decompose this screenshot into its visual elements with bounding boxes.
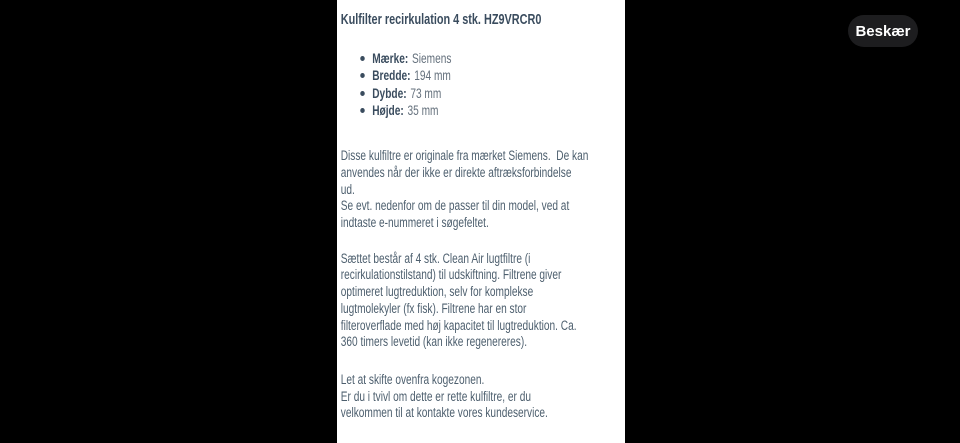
- bullet-icon: [360, 108, 365, 113]
- spec-value: 35 mm: [407, 103, 439, 119]
- paragraph-line: filteroverflade med høj kapacitet til lugtreduktion. Ca.: [340, 317, 577, 333]
- spec-value: Siemens: [412, 51, 452, 67]
- description-paragraph: [341, 148, 625, 232]
- spec-value: 194 mm: [414, 68, 451, 84]
- paragraph-line: Er du i tvivl om dette er rette kulfiltre, er du: [340, 388, 531, 404]
- paragraph-line: Let at skifte ovenfra kogezonen.: [340, 371, 485, 387]
- paragraph-line: 360 timers levetid (kan ikke regenereres).: [340, 334, 528, 350]
- paragraph-line: Sættet består af 4 stk. Clean Air lugtfiltre (i: [340, 250, 531, 266]
- spec-label: Bredde:: [372, 68, 411, 84]
- spec-label: Højde:: [372, 103, 404, 119]
- paragraph-line: lugtmolekyler (fx fisk). Filtrene har en stor: [340, 300, 527, 316]
- bullet-icon: [360, 91, 365, 96]
- paragraph-line: Se evt. nedenfor om de passer til din model, ved at: [340, 198, 570, 214]
- spec-row-maerke: [341, 50, 625, 67]
- paragraph-line: recirkulationstilstand) til udskiftning. Filtrene giver: [340, 267, 562, 283]
- spec-label: Mærke:: [372, 51, 409, 67]
- spec-row-dybde: [341, 85, 625, 102]
- paragraph-line: ud.: [340, 181, 355, 197]
- product-title: Kulfilter recirkulation 4 stk. HZ9VRCR0: [340, 12, 542, 28]
- paragraph-line: anvendes når der ikke er direkte aftræksforbindelse: [340, 164, 572, 180]
- spec-row-hoejde: [341, 102, 625, 119]
- paragraph-line: Disse kulfiltre er originale fra mærket Siemens. De kan: [340, 148, 589, 164]
- spec-value: 73 mm: [410, 85, 442, 101]
- paragraph-line: velkommen til at kontakte vores kundeservice.: [340, 405, 548, 421]
- description-paragraph: [341, 251, 625, 351]
- spec-row-bredde: [341, 67, 625, 84]
- paragraph-line: indtaste e-nummeret i søgefeltet.: [340, 215, 489, 230]
- crop-button[interactable]: Beskær: [848, 15, 918, 47]
- spec-label: Dybde:: [372, 85, 407, 101]
- product-spec-list: [341, 50, 625, 119]
- product-description-panel: [337, 0, 625, 443]
- product-description-content: [337, 0, 625, 422]
- description-paragraph: [341, 372, 625, 422]
- bullet-icon: [360, 73, 365, 78]
- paragraph-line: optimeret lugtreduktion, selv for komplekse: [340, 284, 534, 300]
- bullet-icon: [360, 56, 365, 61]
